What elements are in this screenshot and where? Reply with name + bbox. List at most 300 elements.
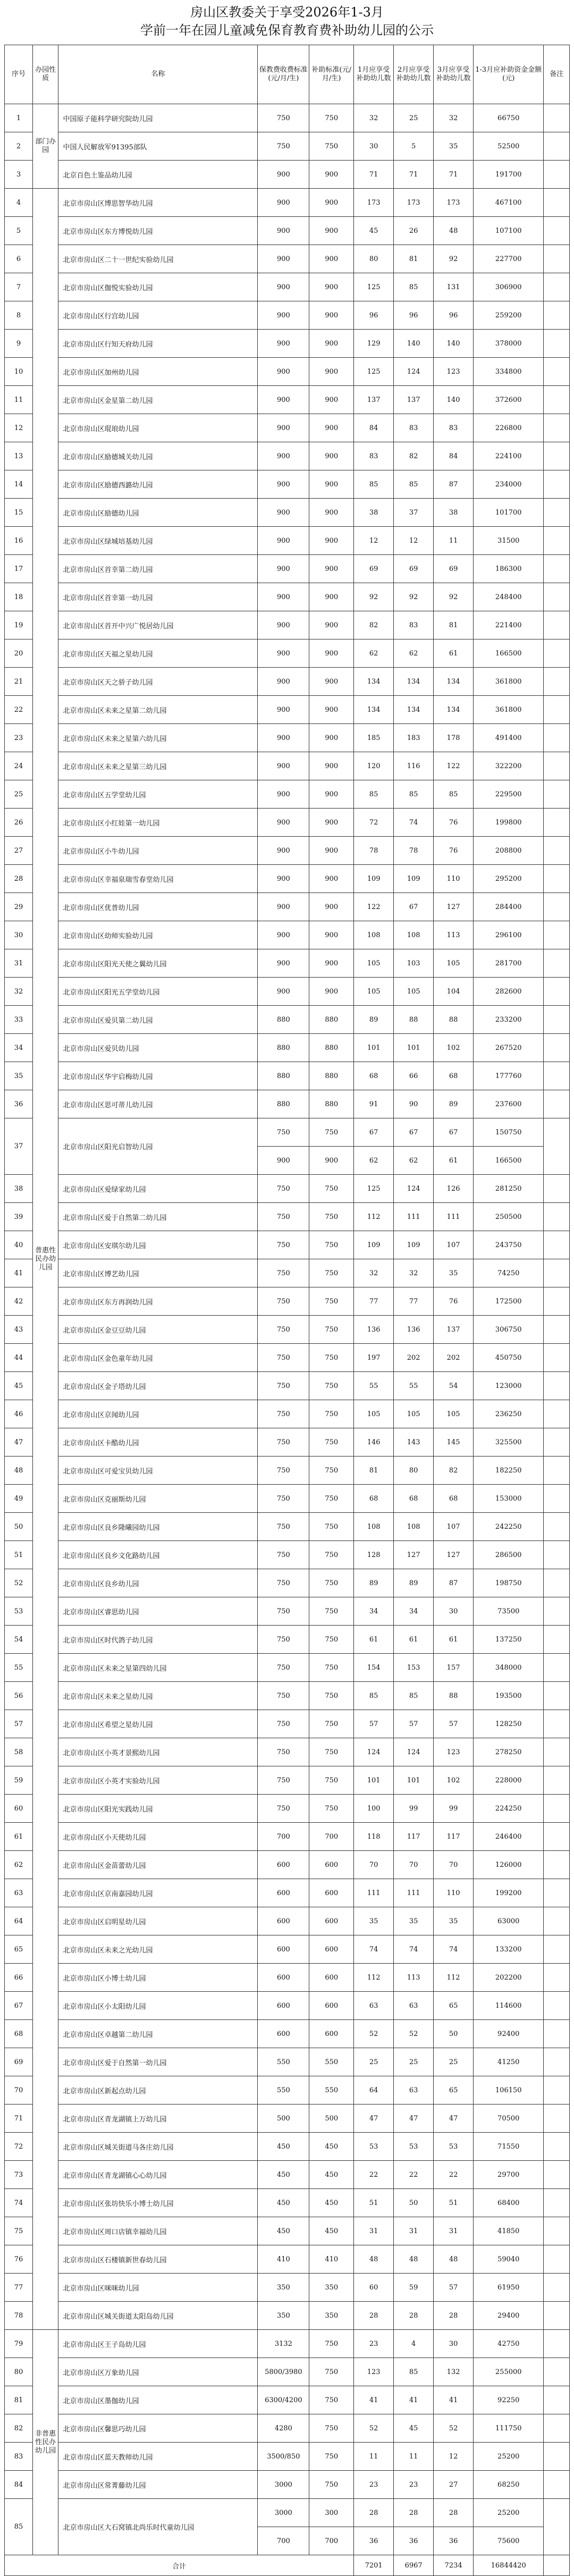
cell-fee: 4280 [258, 2414, 309, 2443]
cell-m1: 30 [354, 132, 394, 161]
cell-remark [544, 1626, 570, 1654]
cell-std: 900 [309, 611, 354, 639]
cell-m3: 83 [434, 414, 474, 442]
cell-m3: 102 [434, 1034, 474, 1062]
cell-no: 56 [5, 1682, 33, 1710]
cell-m3: 102 [434, 1766, 474, 1795]
cell-no: 17 [5, 555, 33, 583]
cell-fee: 750 [258, 1372, 309, 1400]
cell-remark [544, 132, 570, 161]
cell-m2: 108 [394, 921, 434, 949]
cell-fee: 900 [258, 865, 309, 893]
cell-remark [544, 2330, 570, 2358]
cell-m1: 173 [354, 189, 394, 217]
cell-m2: 109 [394, 1231, 434, 1259]
cell-total: 361800 [474, 668, 544, 696]
cell-m2: 80 [394, 1457, 434, 1485]
cell-m2: 113 [394, 1964, 434, 1992]
table-row [5, 1710, 570, 1738]
cell-std: 600 [309, 1935, 354, 1964]
cell-remark [544, 1344, 570, 1372]
cell-m3: 134 [434, 696, 474, 724]
cell-fee: 750 [258, 1203, 309, 1231]
cell-std: 900 [309, 555, 354, 583]
table-row [5, 1118, 570, 1147]
cell-total: 25200 [474, 2499, 544, 2527]
cell-m2: 153 [394, 1654, 434, 1682]
cell-m1: 68 [354, 1062, 394, 1090]
subsidy-table [4, 45, 570, 2576]
cell-m3: 76 [434, 837, 474, 865]
cell-remark [544, 752, 570, 780]
cell-name: 北京市房山区未来之星第四幼儿园 [58, 1654, 258, 1682]
cell-name: 北京市房山区小牛幼儿园 [58, 837, 258, 865]
cell-name: 北京市房山区爱绿家幼儿园 [58, 1175, 258, 1203]
table-row [5, 1795, 570, 1823]
cell-m2: 140 [394, 330, 434, 358]
cell-m1: 71 [354, 161, 394, 189]
cell-m1: 123 [354, 2358, 394, 2386]
cell-m2: 47 [394, 2104, 434, 2133]
cell-total: 221400 [474, 611, 544, 639]
cell-fee: 900 [258, 949, 309, 978]
table-row [5, 583, 570, 611]
cell-m1: 101 [354, 1034, 394, 1062]
table-row [5, 1851, 570, 1879]
cell-std: 600 [309, 2020, 354, 2048]
cell-no: 5 [5, 217, 33, 245]
cell-m1: 146 [354, 1428, 394, 1457]
cell-m2: 67 [394, 893, 434, 921]
cell-m2: 127 [394, 1541, 434, 1569]
cell-total: 267520 [474, 1034, 544, 1062]
cell-remark [544, 1569, 570, 1597]
cell-fee: 900 [258, 245, 309, 273]
cell-m1: 62 [354, 1147, 394, 1175]
cell-std: 900 [309, 780, 354, 809]
table-row [5, 1400, 570, 1428]
cell-name: 北京市房山区卡酷幼儿园 [58, 1428, 258, 1457]
cell-m3: 113 [434, 921, 474, 949]
cell-m1: 28 [354, 2499, 394, 2527]
cell-m3: 134 [434, 668, 474, 696]
cell-m2: 117 [394, 1823, 434, 1851]
cell-name: 北京市房山区安琪尔幼儿园 [58, 1231, 258, 1259]
cell-m2: 101 [394, 1034, 434, 1062]
table-row [5, 189, 570, 217]
cell-std: 750 [309, 104, 354, 132]
cell-name: 北京市房山区励德城关幼儿园 [58, 442, 258, 470]
cell-no: 39 [5, 1203, 33, 1231]
cell-no: 80 [5, 2358, 33, 2386]
cell-m2: 83 [394, 414, 434, 442]
cell-m1: 134 [354, 668, 394, 696]
cell-name: 北京市房山区伽悦实验幼儿园 [58, 273, 258, 301]
cell-m3: 61 [434, 1626, 474, 1654]
header-cell: 3月应享受补助幼儿数 [434, 45, 474, 104]
cell-m3: 137 [434, 1316, 474, 1344]
cell-total: 281700 [474, 949, 544, 978]
cell-no: 53 [5, 1597, 33, 1626]
cell-name: 中国原子能科学研究院幼儿园 [58, 104, 258, 132]
cell-m3: 30 [434, 1597, 474, 1626]
cell-m1: 91 [354, 1090, 394, 1118]
cell-no: 76 [5, 2245, 33, 2274]
cell-fee: 700 [258, 1823, 309, 1851]
cell-name: 北京市房山区未来之光幼儿园 [58, 1935, 258, 1964]
cell-m3: 96 [434, 301, 474, 330]
cell-remark [544, 2302, 570, 2330]
total-remark [544, 2555, 570, 2576]
cell-m3: 173 [434, 189, 474, 217]
cell-total: 450750 [474, 1344, 544, 1372]
cell-fee: 750 [258, 1597, 309, 1626]
table-row [5, 1935, 570, 1964]
cell-m1: 35 [354, 1907, 394, 1935]
cell-no: 79 [5, 2330, 33, 2358]
cell-std: 300 [309, 2499, 354, 2527]
cell-total: 334800 [474, 358, 544, 386]
cell-name: 北京市房山区可爱宝贝幼儿园 [58, 1457, 258, 1485]
cell-name: 北京市房山区东方博悦幼儿园 [58, 217, 258, 245]
cell-no: 70 [5, 2076, 33, 2104]
cell-fee: 750 [258, 1654, 309, 1682]
cell-fee: 600 [258, 1964, 309, 1992]
cell-no: 25 [5, 780, 33, 809]
cell-m2: 23 [394, 2471, 434, 2499]
cell-m1: 105 [354, 978, 394, 1006]
cell-total: 92250 [474, 2386, 544, 2414]
cell-remark [544, 1851, 570, 1879]
cell-total: 202200 [474, 1964, 544, 1992]
cell-name: 北京百色土鉴品幼儿园 [58, 161, 258, 189]
cell-std: 700 [309, 2527, 354, 2555]
table-row [5, 2020, 570, 2048]
header-cell: 补助标准(元/月/生) [309, 45, 354, 104]
cell-m1: 78 [354, 837, 394, 865]
cell-no: 16 [5, 527, 33, 555]
cell-total: 226800 [474, 414, 544, 442]
cell-name: 北京市房山区金星第二幼儿园 [58, 386, 258, 414]
cell-total: 361800 [474, 696, 544, 724]
table-row [5, 301, 570, 330]
cell-total: 166500 [474, 1147, 544, 1175]
cell-m3: 84 [434, 442, 474, 470]
cell-m1: 197 [354, 1344, 394, 1372]
total-m3: 7234 [434, 2555, 474, 2576]
table-row [5, 2302, 570, 2330]
cell-fee: 750 [258, 1287, 309, 1316]
cell-no: 30 [5, 921, 33, 949]
cell-m1: 69 [354, 555, 394, 583]
total-m1: 7201 [354, 2555, 394, 2576]
cell-no: 8 [5, 301, 33, 330]
cell-no: 62 [5, 1851, 33, 1879]
cell-total: 106150 [474, 2076, 544, 2104]
cell-total: 123000 [474, 1372, 544, 1400]
cell-m1: 100 [354, 1795, 394, 1823]
cell-total: 296100 [474, 921, 544, 949]
cell-name: 北京市房山区五学堂幼儿园 [58, 780, 258, 809]
cell-name: 北京市房山区阳光天使之翼幼儿园 [58, 949, 258, 978]
cell-fee: 750 [258, 1344, 309, 1372]
cell-name: 北京市房山区金苗蕾幼儿园 [58, 1851, 258, 1879]
table-row [5, 1823, 570, 1851]
cell-total: 229500 [474, 780, 544, 809]
table-row [5, 1485, 570, 1513]
cell-no: 84 [5, 2471, 33, 2499]
cell-std: 750 [309, 2330, 354, 2358]
cell-m2: 82 [394, 442, 434, 470]
cell-total: 101700 [474, 499, 544, 527]
cell-no: 6 [5, 245, 33, 273]
cell-m3: 122 [434, 752, 474, 780]
cell-remark [544, 555, 570, 583]
table-row [5, 2330, 570, 2358]
cell-m2: 90 [394, 1090, 434, 1118]
cell-name: 北京市房山区爱贝幼儿园 [58, 1034, 258, 1062]
cell-std: 700 [309, 1823, 354, 1851]
cell-m1: 63 [354, 1992, 394, 2020]
cell-std: 900 [309, 696, 354, 724]
cell-total: 325500 [474, 1428, 544, 1457]
total-m2: 6967 [394, 2555, 434, 2576]
table-row [5, 442, 570, 470]
cell-total: 71550 [474, 2133, 544, 2161]
cell-fee: 750 [258, 1259, 309, 1287]
cell-fee: 450 [258, 2217, 309, 2245]
table-row [5, 1006, 570, 1034]
cell-m2: 105 [394, 978, 434, 1006]
cell-m1: 111 [354, 1879, 394, 1907]
cell-fee: 900 [258, 809, 309, 837]
cell-fee: 750 [258, 1626, 309, 1654]
cell-fee: 750 [258, 104, 309, 132]
cell-m3: 27 [434, 2471, 474, 2499]
cell-std: 750 [309, 1541, 354, 1569]
cell-total: 182250 [474, 1457, 544, 1485]
table-row [5, 809, 570, 837]
cell-total: 372600 [474, 386, 544, 414]
table-row [5, 1287, 570, 1316]
cell-no: 26 [5, 809, 33, 837]
cell-m3: 48 [434, 217, 474, 245]
cell-fee: 750 [258, 1316, 309, 1344]
cell-m3: 31 [434, 2217, 474, 2245]
cell-std: 900 [309, 273, 354, 301]
cell-std: 750 [309, 1344, 354, 1372]
table-row [5, 358, 570, 386]
cell-total: 29400 [474, 2302, 544, 2330]
cell-remark [544, 583, 570, 611]
cell-no: 71 [5, 2104, 33, 2133]
cell-name: 北京市房山区良乡幼儿园 [58, 1569, 258, 1597]
cell-m2: 74 [394, 1935, 434, 1964]
cell-m2: 52 [394, 2020, 434, 2048]
table-row [5, 1344, 570, 1372]
cell-total: 107100 [474, 217, 544, 245]
table-row [5, 611, 570, 639]
table-row [5, 1428, 570, 1457]
cell-no: 38 [5, 1175, 33, 1203]
cell-std: 750 [309, 1710, 354, 1738]
cell-total: 208800 [474, 837, 544, 865]
cell-total: 29700 [474, 2161, 544, 2189]
cell-no: 73 [5, 2161, 33, 2189]
cell-total: 284400 [474, 893, 544, 921]
cell-no: 81 [5, 2386, 33, 2414]
cell-fee: 900 [258, 752, 309, 780]
cell-m2: 53 [394, 2133, 434, 2161]
cell-name: 北京市房山区时代鸽子幼儿园 [58, 1626, 258, 1654]
cell-std: 900 [309, 245, 354, 273]
cell-m2: 99 [394, 1795, 434, 1823]
cell-remark [544, 2386, 570, 2414]
cell-fee: 900 [258, 668, 309, 696]
cell-total: 306900 [474, 273, 544, 301]
cell-m1: 62 [354, 639, 394, 668]
cell-remark [544, 301, 570, 330]
cell-std: 750 [309, 1175, 354, 1203]
cell-m1: 112 [354, 1203, 394, 1231]
cell-fee: 900 [258, 583, 309, 611]
cell-name: 北京市房山区首幸第一幼儿园 [58, 583, 258, 611]
cell-m1: 137 [354, 386, 394, 414]
table-row [5, 1964, 570, 1992]
cell-m2: 4 [394, 2330, 434, 2358]
cell-m1: 108 [354, 1513, 394, 1541]
cell-remark [544, 161, 570, 189]
cell-type: 非普惠性民办幼儿园 [32, 2330, 58, 2555]
cell-name: 北京市房山区大石窝镇北尚乐时代童幼儿园 [58, 2499, 258, 2555]
header-cell: 1-3月应补助资金金额(元) [474, 45, 544, 104]
cell-std: 900 [309, 949, 354, 978]
cell-remark [544, 273, 570, 301]
cell-no: 31 [5, 949, 33, 978]
cell-name: 北京市房山区首幸第二幼儿园 [58, 555, 258, 583]
cell-std: 900 [309, 358, 354, 386]
cell-fee: 750 [258, 1400, 309, 1428]
cell-name: 北京市房山区金子塔幼儿园 [58, 1372, 258, 1400]
cell-fee: 880 [258, 1006, 309, 1034]
cell-fee: 600 [258, 1879, 309, 1907]
cell-total: 73500 [474, 1597, 544, 1626]
cell-total: 128250 [474, 1710, 544, 1738]
cell-fee: 900 [258, 358, 309, 386]
cell-total: 59040 [474, 2245, 544, 2274]
cell-no: 2 [5, 132, 33, 161]
cell-no: 9 [5, 330, 33, 358]
table-row [5, 1062, 570, 1090]
cell-name: 北京市房山区良乡文化路幼儿园 [58, 1541, 258, 1569]
cell-no: 37 [5, 1118, 33, 1175]
cell-name: 中国人民解放军91395部队 [58, 132, 258, 161]
cell-total: 68250 [474, 2471, 544, 2499]
cell-fee: 3000 [258, 2471, 309, 2499]
cell-m3: 69 [434, 555, 474, 583]
cell-m3: 68 [434, 1485, 474, 1513]
cell-fee: 750 [258, 1231, 309, 1259]
cell-m2: 108 [394, 1513, 434, 1541]
cell-m1: 67 [354, 1118, 394, 1147]
cell-name: 北京市房山区小英才景熙幼儿园 [58, 1738, 258, 1766]
header-cell: 序号 [5, 45, 33, 104]
cell-no: 4 [5, 189, 33, 217]
cell-m3: 92 [434, 583, 474, 611]
table-row [5, 1682, 570, 1710]
cell-name: 北京市房山区金色童年幼儿园 [58, 1344, 258, 1372]
cell-std: 900 [309, 837, 354, 865]
cell-std: 880 [309, 1090, 354, 1118]
cell-m1: 51 [354, 2189, 394, 2217]
cell-total: 66750 [474, 104, 544, 132]
cell-fee: 3500/850 [258, 2443, 309, 2471]
cell-total: 224100 [474, 442, 544, 470]
cell-m3: 140 [434, 330, 474, 358]
table-row [5, 330, 570, 358]
cell-no: 74 [5, 2189, 33, 2217]
cell-m2: 83 [394, 611, 434, 639]
cell-m3: 54 [434, 1372, 474, 1400]
cell-fee: 750 [258, 1457, 309, 1485]
cell-m3: 157 [434, 1654, 474, 1682]
cell-remark [544, 1654, 570, 1682]
cell-remark [544, 358, 570, 386]
cell-name: 北京市房山区常菁藤幼儿园 [58, 2471, 258, 2499]
cell-total: 278250 [474, 1738, 544, 1766]
table-row [5, 780, 570, 809]
cell-remark [544, 1287, 570, 1316]
table-row [5, 724, 570, 752]
cell-m1: 61 [354, 1626, 394, 1654]
cell-m2: 105 [394, 1400, 434, 1428]
cell-std: 900 [309, 527, 354, 555]
cell-fee: 6300/4200 [258, 2386, 309, 2414]
cell-fee: 750 [258, 1428, 309, 1457]
cell-std: 750 [309, 1766, 354, 1795]
cell-total: 295200 [474, 865, 544, 893]
cell-no: 54 [5, 1626, 33, 1654]
cell-m3: 50 [434, 2020, 474, 2048]
cell-std: 880 [309, 1062, 354, 1090]
cell-m3: 145 [434, 1428, 474, 1457]
cell-total: 246400 [474, 1823, 544, 1851]
cell-fee: 900 [258, 780, 309, 809]
table-row [5, 470, 570, 499]
cell-m2: 89 [394, 1569, 434, 1597]
cell-m3: 74 [434, 1935, 474, 1964]
table-row [5, 837, 570, 865]
cell-m2: 134 [394, 668, 434, 696]
cell-total: 177760 [474, 1062, 544, 1090]
cell-no: 14 [5, 470, 33, 499]
cell-std: 900 [309, 639, 354, 668]
cell-std: 900 [309, 1147, 354, 1175]
cell-remark [544, 1485, 570, 1513]
cell-m2: 31 [394, 2217, 434, 2245]
cell-m2: 63 [394, 2076, 434, 2104]
cell-m1: 125 [354, 358, 394, 386]
cell-remark [544, 1400, 570, 1428]
cell-no: 64 [5, 1907, 33, 1935]
cell-m1: 45 [354, 217, 394, 245]
cell-m1: 136 [354, 1316, 394, 1344]
cell-std: 600 [309, 1879, 354, 1907]
table-row [5, 1541, 570, 1569]
cell-fee: 900 [258, 837, 309, 865]
cell-remark [544, 330, 570, 358]
cell-m2: 32 [394, 1259, 434, 1287]
